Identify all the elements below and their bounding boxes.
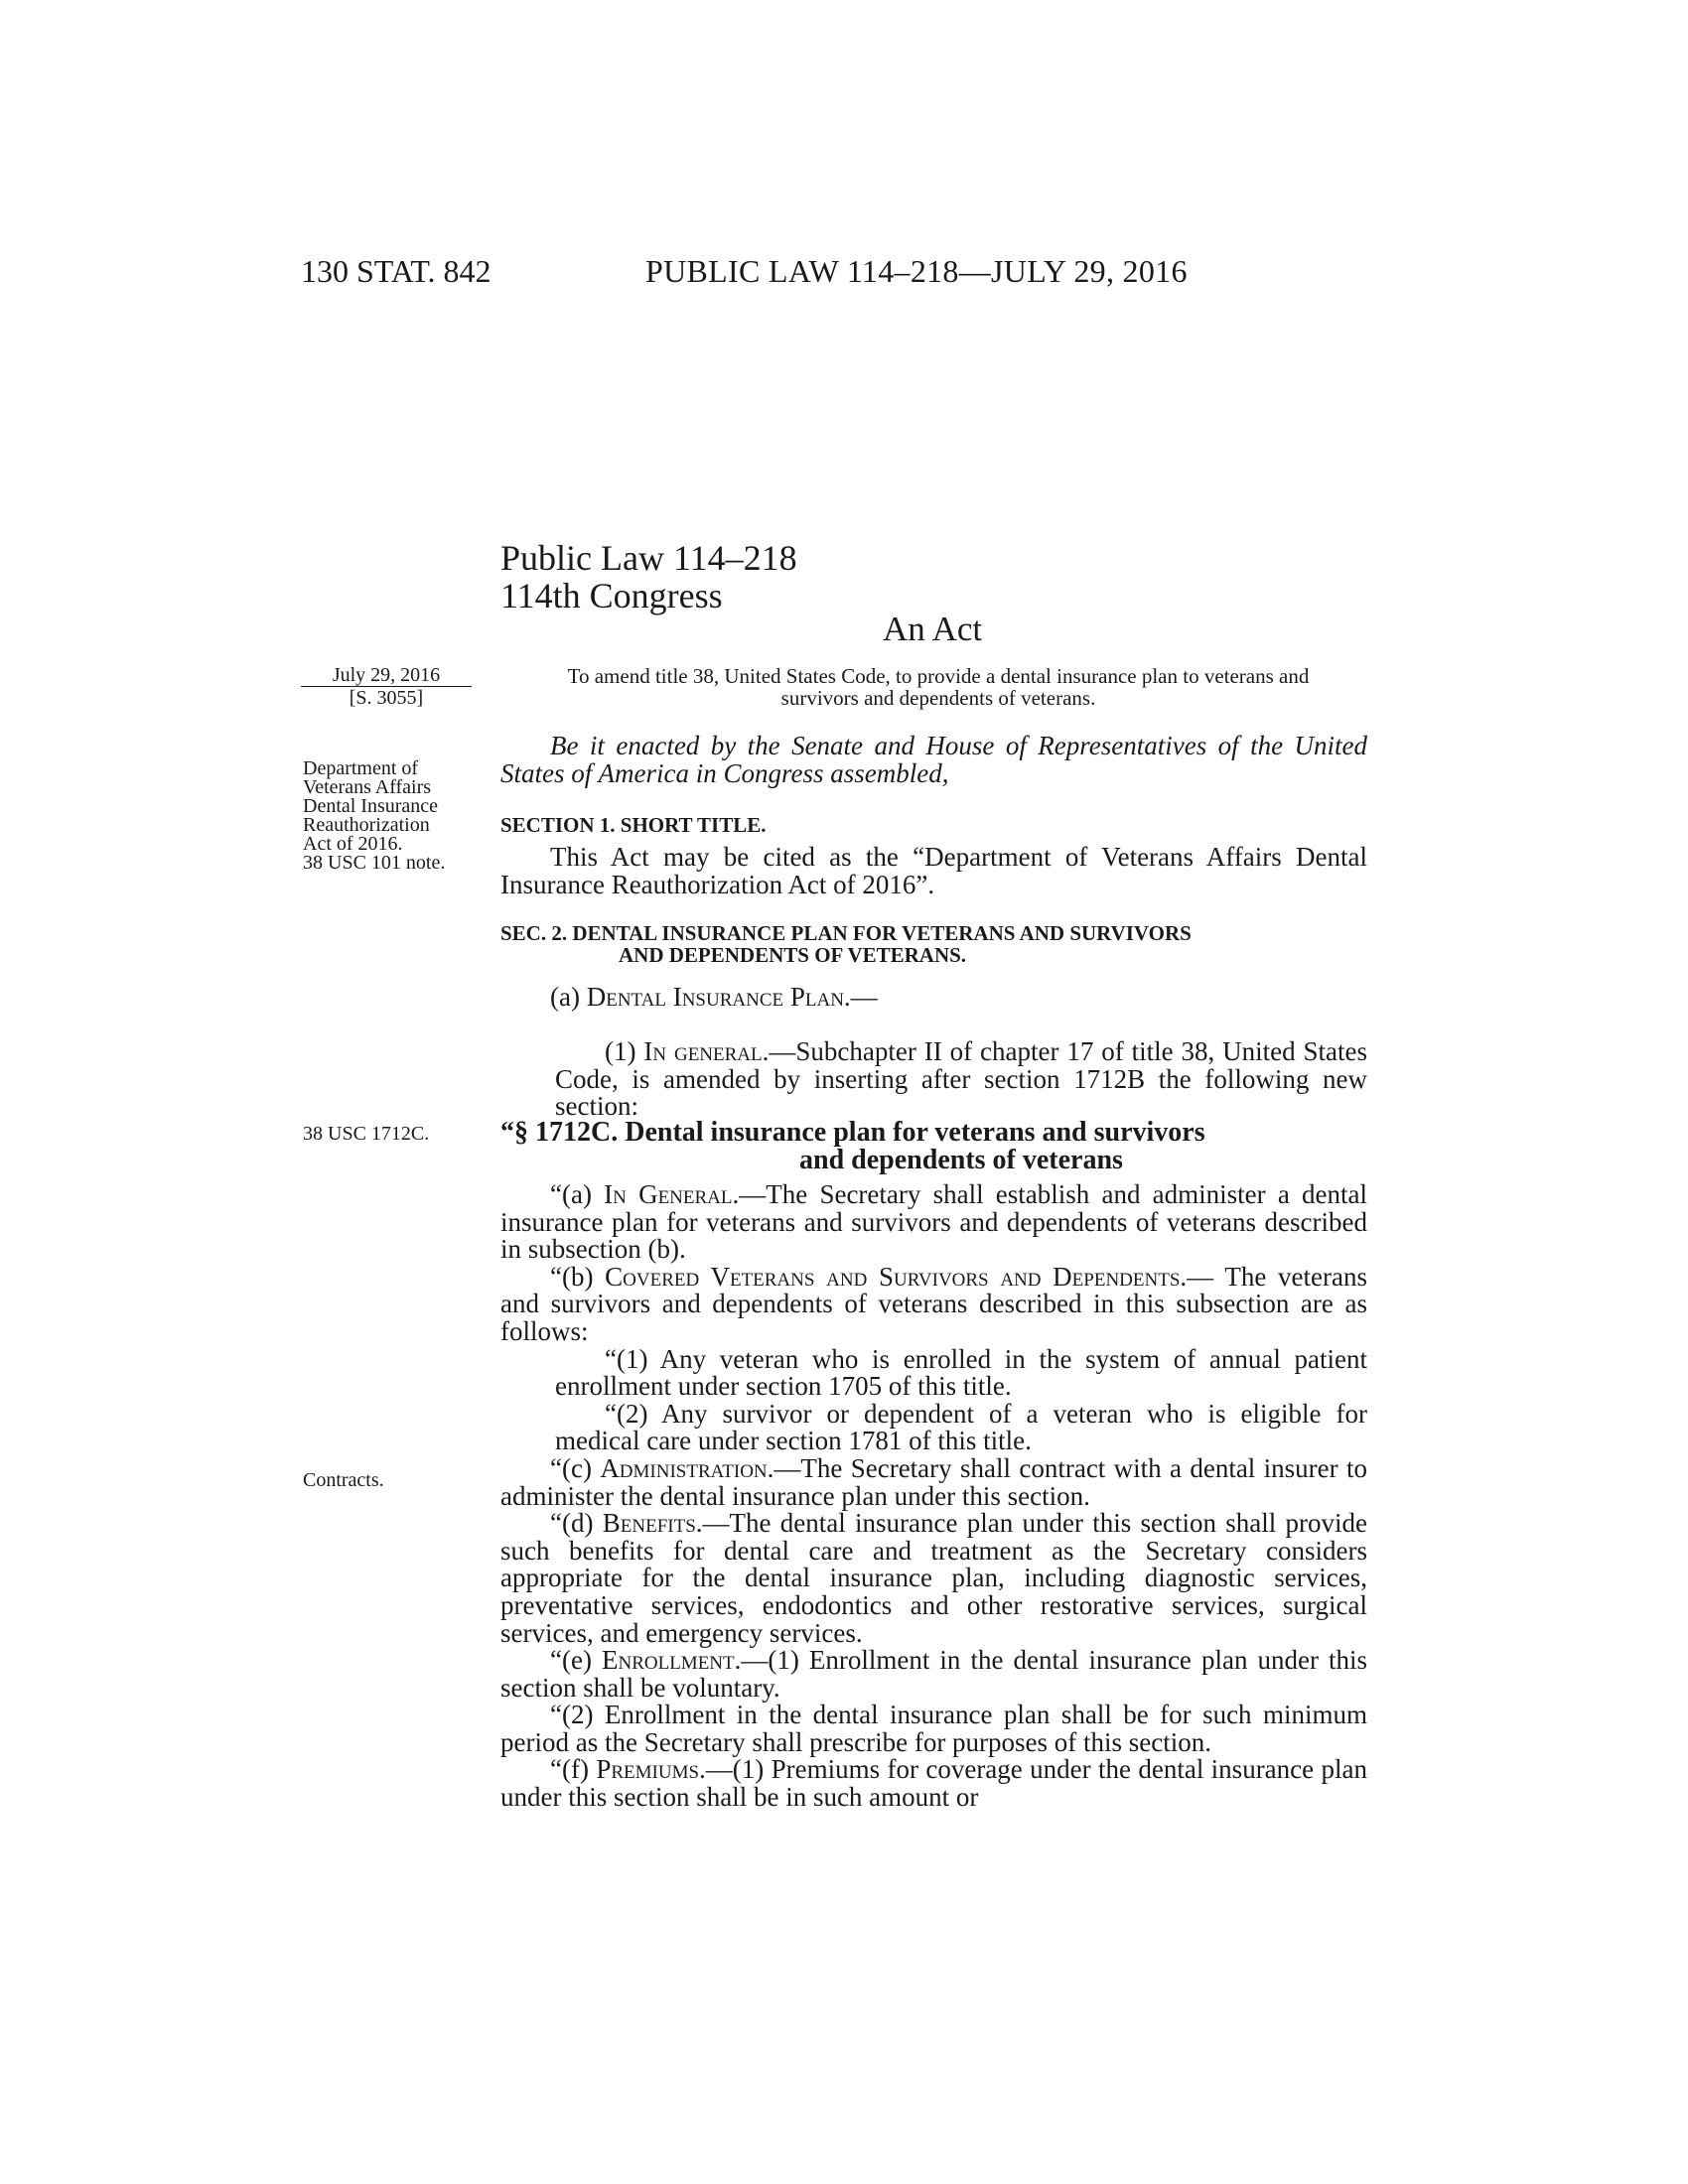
margin-note-line: Dental Insurance (303, 795, 439, 817)
section-2-heading-line1: SEC. 2. DENTAL INSURANCE PLAN FOR VETERANS AND SURVIVORS (500, 921, 1192, 945)
new-paragraph-e2: “(2) Enrollment in the dental insurance plan shall be for such minimum period as the Secretary shall prescribe for purposes of this section. (500, 1700, 1367, 1757)
new-subsection-e-title: Enrollment. (601, 1645, 742, 1676)
margin-usc-note: 38 USC 1712C. (303, 1123, 430, 1145)
new-subsection-f (500, 1756, 1367, 1811)
new-subsection-a-title: In General. (604, 1179, 740, 1209)
subsection-a-title: Dental Insurance Plan. (586, 982, 851, 1012)
running-header: PUBLIC LAW 114–218—JULY 29, 2016 (645, 253, 1188, 289)
paragraph-a1-prefix: (1) (605, 1036, 644, 1067)
margin-note-line: Veterans Affairs (303, 776, 432, 798)
new-subsection-d (500, 1510, 1367, 1647)
new-subsection-b-prefix: “(b) (550, 1261, 606, 1292)
margin-note-line: Act of 2016. (303, 833, 403, 855)
paragraph-a1-title: In general. (643, 1036, 770, 1067)
enacting-clause (500, 733, 1367, 787)
new-section-heading-line2: and dependents of veterans (799, 1145, 1123, 1175)
public-law-number: Public Law 114–218 (500, 538, 797, 578)
section-1-heading: SECTION 1. SHORT TITLE. (500, 813, 767, 837)
margin-bill-number: [S. 3055] (349, 687, 424, 709)
margin-date: July 29, 2016 (301, 666, 472, 687)
new-subsection-a-text: —The Secretary shall establish and administer a dental insurance plan for veterans and survivors and dependents of veterans described in subsection (b). (500, 1179, 1367, 1265)
new-subsection-a-prefix: “(a) (550, 1179, 605, 1209)
paragraph-a1 (500, 1012, 1367, 1121)
new-section-body (500, 1181, 1367, 1812)
stat-page-number: 130 STAT. 842 (301, 253, 492, 289)
paragraph-a1-text: —Subchapter II of chapter 17 of title 38, United States Code, is amended by inserting after section 1712B the following new section: (555, 1036, 1367, 1122)
enacting-clause-text: Be it enacted by the Senate and House of Representatives of the United States of America in Congress assembled, (500, 731, 1367, 788)
margin-note-line: Reauthorization (303, 814, 430, 836)
new-subsection-c (500, 1452, 1367, 1511)
section-2-heading-line2: AND DEPENDENTS OF VETERANS. (619, 943, 967, 967)
new-subsection-b (500, 1261, 1367, 1346)
new-subsection-c-title: Administration. (600, 1452, 774, 1483)
new-subsection-f-title: Premiums. (596, 1754, 706, 1785)
subsection-a-heading (500, 984, 1367, 1012)
new-paragraph-b1: “(1) Any veteran who is enrolled in the system of annual patient enrollment under section 1705 of this title. (555, 1343, 1367, 1402)
new-section-heading-line1: “§ 1712C. Dental insurance plan for veterans and survivors (500, 1117, 1205, 1148)
margin-note-line: 38 USC 101 note. (303, 852, 446, 874)
new-subsection-d-title: Benefits. (602, 1508, 703, 1539)
new-subsection-e-prefix: “(e) (550, 1645, 602, 1676)
new-section-heading (500, 1119, 1367, 1174)
section-2-subsection-a (500, 984, 1367, 1121)
margin-note-line: Department of (303, 757, 419, 779)
new-subsection-b-title: Covered Veterans and Survivors and Dependents. (605, 1261, 1188, 1292)
new-subsection-e (500, 1647, 1367, 1702)
subsection-a-dash: — (850, 982, 878, 1012)
new-subsection-f-text: —(1) Premiums for coverage under the dental insurance plan under this section shall be in such amount or (500, 1754, 1367, 1813)
margin-contracts-note: Contracts. (303, 1469, 384, 1491)
new-subsection-b-text: — The veterans and survivors and dependents of veterans described in this subsection are as follows: (500, 1261, 1367, 1346)
new-subsection-d-prefix: “(d) (550, 1508, 603, 1539)
new-subsection-f-prefix: “(f) (550, 1754, 597, 1785)
subsection-a-prefix: (a) (550, 982, 587, 1012)
new-subsection-d-text: —The dental insurance plan under this section shall provide such benefits for dental care and treatment as the Secretary considers appropriate for the dental insurance plan, including diagnostic services, preventative services, endodontics and other restorative services, surgical services, and emergency services. (500, 1508, 1368, 1648)
act-label: An Act (883, 610, 983, 648)
section-2-heading (500, 922, 1367, 966)
section-1-paragraph: This Act may be cited as the “Department of Veterans Affairs Dental Insurance Reauthorization Act of 2016”. (500, 842, 1367, 899)
new-subsection-c-text: —The Secretary shall contract with a dental insurer to administer the dental insurance plan under this section. (500, 1452, 1367, 1511)
congress-label: 114th Congress (500, 576, 723, 615)
margin-short-title-note (303, 759, 445, 873)
new-subsection-c-prefix: “(c) (550, 1452, 601, 1483)
new-subsection-a (500, 1181, 1367, 1264)
act-purpose: To amend title 38, United States Code, to provide a dental insurance plan to veterans and survivors and dependents of veterans. (567, 664, 1310, 710)
new-paragraph-b2: “(2) Any survivor or dependent of a veteran who is eligible for medical care under section 1781 of this title. (555, 1398, 1367, 1456)
new-subsection-e-text: —(1) Enrollment in the dental insurance plan under this section shall be voluntary. (500, 1645, 1367, 1703)
section-1-text (500, 844, 1367, 898)
